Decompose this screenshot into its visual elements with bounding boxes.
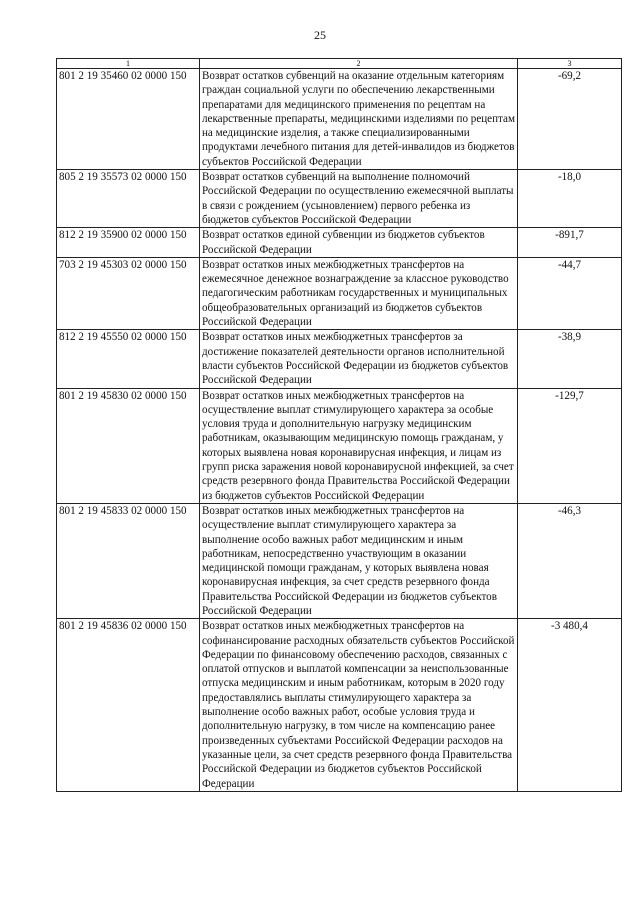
row-amount: -44,7 <box>518 257 622 329</box>
budget-code: 812 2 19 45550 02 0000 150 <box>57 330 200 388</box>
row-amount: -46,3 <box>518 503 622 618</box>
budget-code: 703 2 19 45303 02 0000 150 <box>57 257 200 329</box>
row-amount: -18,0 <box>518 170 622 228</box>
budget-code: 801 2 19 35460 02 0000 150 <box>57 69 200 170</box>
column-number-description: 2 <box>200 59 518 69</box>
row-description: Возврат остатков иных межбюджетных трансфертов на осуществление выплат стимулирующего характера за особые условия труда и дополнительную нагрузку медицинским работникам, оказывающим медицинскую помощь гражданам, у которых выявлена новая коронавирусная инфекция, и лицам из групп риска заражения новой коронавирусной инфекцией, за счет средств резервного фонда Правительства Российской Федерации из бюджетов субъектов Российской Федерации <box>200 388 518 503</box>
row-description: Возврат остатков иных межбюджетных трансфертов на осуществление выплат стимулирующего характера за выполнение особо важных работ медицинским и иным работникам, непосредственно участвующим в оказании медицинской помощи гражданам, у которых выявлена новая коронавирусная инфекция, за счет средств резервного фонда Правительства Российской Федерации из бюджетов субъектов Российской Федерации <box>200 503 518 618</box>
table-row <box>57 503 622 618</box>
budget-table <box>56 58 622 792</box>
table-row <box>57 170 622 228</box>
table-row <box>57 388 622 503</box>
page-number: 25 <box>314 28 326 42</box>
row-description: Возврат остатков иных межбюджетных трансфертов на софинансирование расходных обязательств субъектов Российской Федерации по финансовому обеспечению расходов, связанных с оплатой отпусков и выплатой компенсации за неиспользованные отпуска медицинским и иным работникам, которым в 2020 году предоставлялись выплаты стимулирующего характера за выполнение особо важных работ, особые условия труда и дополнительную нагрузку, в том числе на компенсацию ранее произведенных субъектами Российской Федерации расходов на указанные цели, за счет средств резервного фонда Правительства Российской Федерации из бюджетов субъектов Российской Федерации <box>200 619 518 792</box>
column-number-code: 1 <box>57 59 200 69</box>
table-row <box>57 69 622 170</box>
row-amount: -69,2 <box>518 69 622 170</box>
table-row <box>57 619 622 792</box>
row-amount: -3 480,4 <box>518 619 622 792</box>
table-row <box>57 257 622 329</box>
table-row <box>57 228 622 258</box>
table-row <box>57 330 622 388</box>
row-description: Возврат остатков субвенций на выполнение полномочий Российской Федерации по осуществлению ежемесячной выплаты в связи с рождением (усыновлением) первого ребенка из бюджетов субъектов Российской Федерации <box>200 170 518 228</box>
row-description: Возврат остатков субвенций на оказание отдельным категориям граждан социальной услуги по обеспечению лекарственными препаратами для медицинского применения по рецептам на лекарственные препараты, медицинскими изделиями по рецептам на медицинские изделия, а также специализированными продуктами лечебного питания для детей-инвалидов из бюджетов субъектов Российской Федерации <box>200 69 518 170</box>
budget-code: 812 2 19 35900 02 0000 150 <box>57 228 200 258</box>
row-amount: -891,7 <box>518 228 622 258</box>
budget-code: 801 2 19 45836 02 0000 150 <box>57 619 200 792</box>
row-description: Возврат остатков иных межбюджетных трансфертов на ежемесячное денежное вознаграждение за классное руководство педагогическим работникам государственных и муниципальных общеобразовательных организаций из бюджетов субъектов Российской Федерации <box>200 257 518 329</box>
column-number-row <box>57 59 622 69</box>
row-description: Возврат остатков иных межбюджетных трансфертов за достижение показателей деятельности органов исполнительной власти субъектов Российской Федерации из бюджетов субъектов Российской Федерации <box>200 330 518 388</box>
budget-code: 801 2 19 45833 02 0000 150 <box>57 503 200 618</box>
row-amount: -38,9 <box>518 330 622 388</box>
budget-code: 805 2 19 35573 02 0000 150 <box>57 170 200 228</box>
budget-code: 801 2 19 45830 02 0000 150 <box>57 388 200 503</box>
row-amount: -129,7 <box>518 388 622 503</box>
row-description: Возврат остатков единой субвенции из бюджетов субъектов Российской Федерации <box>200 228 518 258</box>
column-number-amount: 3 <box>518 59 622 69</box>
